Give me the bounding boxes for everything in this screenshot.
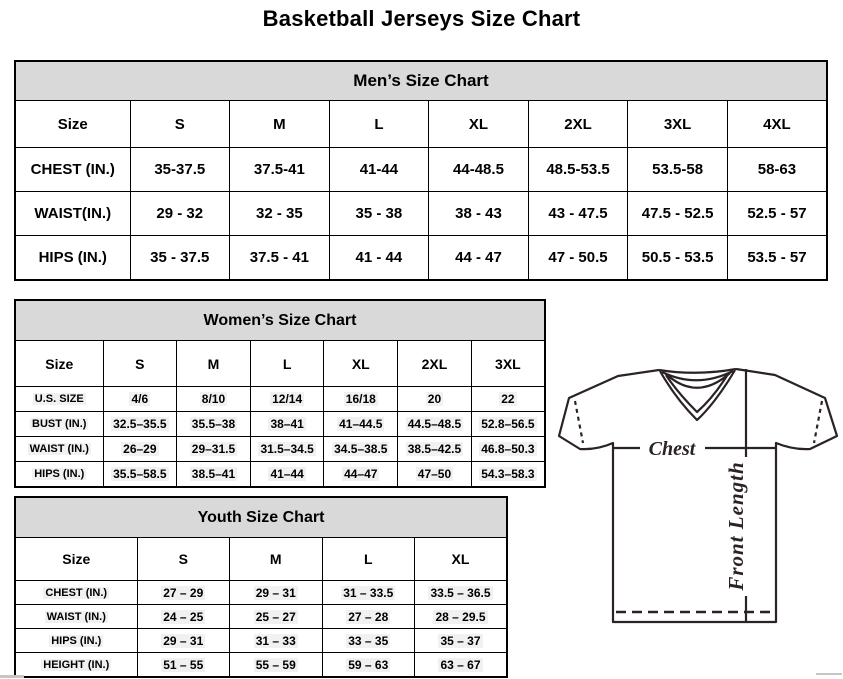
youth-header-row	[15, 538, 507, 581]
mens-size-table	[14, 60, 828, 281]
womens-cell	[324, 412, 398, 437]
cell-value: HIPS (IN.)	[51, 634, 102, 647]
mens-cell: 47 - 50.5	[528, 236, 628, 281]
jersey-measurement-diagram-icon	[556, 355, 841, 640]
mens-column-header: 4XL	[727, 101, 827, 148]
youth-table-title: Youth Size Chart	[15, 497, 507, 538]
mens-cell: 48.5-53.5	[528, 148, 628, 192]
front-length-label: Front Length	[724, 461, 748, 591]
cell-value: 59 – 63	[348, 657, 389, 672]
cell-value: 35.5–58.5	[113, 467, 167, 481]
mens-header-row	[15, 101, 827, 148]
youth-cell	[322, 629, 415, 653]
mens-column-header: S	[130, 101, 230, 148]
womens-column-header: 3XL	[471, 341, 545, 387]
womens-table-title: Women’s Size Chart	[15, 300, 545, 341]
cell-value: 16/18	[345, 392, 376, 406]
cell-value: WAIST (IN.)	[29, 443, 89, 455]
mens-title-row	[15, 61, 827, 101]
youth-data-row	[15, 581, 507, 605]
cell-value: 35 – 37	[440, 633, 481, 648]
cell-value: 44–47	[344, 467, 378, 481]
mens-data-row	[15, 192, 827, 236]
mens-data-row	[15, 236, 827, 281]
youth-cell	[137, 653, 230, 678]
mens-data-row	[15, 148, 827, 192]
womens-cell	[471, 412, 545, 437]
youth-data-row	[15, 605, 507, 629]
youth-row-label	[15, 629, 137, 653]
youth-cell	[230, 581, 323, 605]
cell-value: 20	[427, 392, 442, 406]
cell-value: 38.5–42.5	[407, 442, 462, 456]
cell-value: 41–44.5	[339, 417, 383, 431]
cell-value: CHEST (IN.)	[45, 586, 108, 599]
youth-column-header: L	[322, 538, 415, 581]
chest-label: Chest	[648, 438, 696, 460]
womens-table	[14, 299, 546, 488]
youth-column-header: S	[137, 538, 230, 581]
cell-value: 22	[501, 392, 515, 406]
youth-column-header: M	[230, 538, 323, 581]
cell-value: 27 – 29	[163, 585, 204, 600]
womens-column-header: Size	[15, 341, 103, 387]
cell-value: 29 – 31	[255, 585, 296, 600]
mens-cell: 32 - 35	[230, 192, 330, 236]
right-cuff-dashed-seam	[814, 401, 822, 443]
mens-column-header: 2XL	[528, 101, 628, 148]
mens-column-header: L	[329, 101, 429, 148]
womens-cell	[324, 437, 398, 462]
womens-column-header: L	[250, 341, 324, 387]
cell-value: 46.8–50.3	[481, 442, 535, 456]
youth-cell	[415, 653, 508, 678]
cell-value: 63 – 67	[440, 657, 481, 672]
cell-value: 24 – 25	[163, 609, 204, 624]
womens-header-row	[15, 341, 545, 387]
cell-value: WAIST (IN.)	[46, 610, 106, 623]
cell-value: 34.5–38.5	[334, 442, 388, 456]
mens-row-label: WAIST(IN.)	[15, 192, 130, 236]
youth-cell	[415, 605, 508, 629]
cell-value: 33 – 35	[348, 633, 389, 648]
cell-value: HEIGHT (IN.)	[43, 658, 110, 671]
womens-cell	[398, 412, 472, 437]
mens-cell: 41-44	[329, 148, 429, 192]
youth-column-header: XL	[415, 538, 508, 581]
womens-cell	[177, 462, 251, 488]
womens-column-header: 2XL	[398, 341, 472, 387]
mens-column-header: XL	[429, 101, 529, 148]
youth-cell	[137, 629, 230, 653]
cell-value: U.S. SIZE	[34, 393, 84, 405]
womens-cell	[250, 412, 324, 437]
womens-cell	[250, 437, 324, 462]
mens-cell: 41 - 44	[329, 236, 429, 281]
womens-column-header: S	[103, 341, 177, 387]
womens-cell	[324, 387, 398, 412]
cell-value: 25 – 27	[255, 609, 296, 624]
womens-data-row	[15, 437, 545, 462]
mens-cell: 58-63	[727, 148, 827, 192]
womens-cell	[177, 437, 251, 462]
youth-cell	[230, 605, 323, 629]
mens-column-header: M	[230, 101, 330, 148]
womens-data-row	[15, 387, 545, 412]
mens-row-label: CHEST (IN.)	[15, 148, 130, 192]
cell-value: 4/6	[131, 392, 149, 406]
youth-table	[14, 496, 508, 678]
womens-size-table	[14, 299, 546, 488]
bottom-left-scrollbar-fragment	[0, 675, 24, 678]
womens-cell	[103, 437, 177, 462]
cell-value: 8/10	[201, 392, 226, 406]
womens-column-header: M	[177, 341, 251, 387]
womens-row-label	[15, 437, 103, 462]
cell-value: HIPS (IN.)	[34, 468, 85, 480]
cell-value: 27 – 28	[348, 609, 389, 624]
mens-cell: 38 - 43	[429, 192, 529, 236]
cell-value: 51 – 55	[163, 657, 204, 672]
cell-value: 32.5–35.5	[113, 417, 167, 431]
mens-cell: 37.5-41	[230, 148, 330, 192]
mens-cell: 53.5-58	[628, 148, 728, 192]
youth-row-label	[15, 581, 137, 605]
youth-row-label	[15, 653, 137, 678]
cell-value: 35.5–38	[191, 417, 236, 431]
cell-value: 38.5–41	[191, 467, 236, 481]
youth-title-row	[15, 497, 507, 538]
cell-value: 31 – 33.5	[343, 585, 394, 600]
mens-cell: 52.5 - 57	[727, 192, 827, 236]
youth-size-table	[14, 496, 508, 678]
youth-cell	[415, 629, 508, 653]
mens-cell: 35-37.5	[130, 148, 230, 192]
mens-cell: 35 - 37.5	[130, 236, 230, 281]
youth-cell	[137, 605, 230, 629]
bottom-right-scrollbar-fragment	[816, 673, 842, 675]
mens-cell: 50.5 - 53.5	[628, 236, 728, 281]
cell-value: 41–44	[270, 467, 304, 481]
cell-value: 44.5–48.5	[407, 417, 462, 431]
womens-cell	[103, 387, 177, 412]
youth-cell	[322, 653, 415, 678]
youth-cell	[137, 581, 230, 605]
youth-cell	[322, 581, 415, 605]
cell-value: 28 – 29.5	[435, 609, 486, 624]
mens-column-header: 3XL	[628, 101, 728, 148]
youth-row-label	[15, 605, 137, 629]
cell-value: 29–31.5	[191, 442, 236, 456]
youth-column-header: Size	[15, 538, 137, 581]
womens-cell	[398, 437, 472, 462]
womens-cell	[250, 462, 324, 488]
cell-value: 38–41	[270, 417, 304, 431]
cell-value: 47–50	[417, 467, 452, 481]
cell-value: 29 – 31	[163, 633, 204, 648]
mens-table-title: Men’s Size Chart	[15, 61, 827, 101]
youth-cell	[230, 629, 323, 653]
womens-cell	[103, 412, 177, 437]
womens-cell	[471, 387, 545, 412]
cell-value: 31.5–34.5	[260, 442, 314, 456]
mens-cell: 29 - 32	[130, 192, 230, 236]
cell-value: 55 – 59	[255, 657, 296, 672]
womens-row-label	[15, 462, 103, 488]
mens-table	[14, 60, 828, 281]
womens-cell	[398, 387, 472, 412]
youth-cell	[415, 581, 508, 605]
womens-cell	[103, 462, 177, 488]
mens-cell: 37.5 - 41	[230, 236, 330, 281]
womens-cell	[177, 387, 251, 412]
mens-column-header: Size	[15, 101, 130, 148]
left-cuff-dashed-seam	[575, 401, 583, 443]
youth-data-row	[15, 629, 507, 653]
womens-cell	[471, 437, 545, 462]
womens-title-row	[15, 300, 545, 341]
jersey-outline	[559, 369, 837, 622]
cell-value: 31 – 33	[255, 633, 296, 648]
womens-row-label	[15, 412, 103, 437]
womens-row-label	[15, 387, 103, 412]
mens-row-label: HIPS (IN.)	[15, 236, 130, 281]
page-title: Basketball Jerseys Size Chart	[262, 6, 581, 31]
cell-value: 52.8–56.5	[481, 417, 535, 431]
womens-cell	[398, 462, 472, 488]
womens-cell	[324, 462, 398, 488]
mens-cell: 44-48.5	[429, 148, 529, 192]
womens-data-row	[15, 412, 545, 437]
womens-cell	[471, 462, 545, 488]
womens-cell	[177, 412, 251, 437]
womens-column-header: XL	[324, 341, 398, 387]
collar-top-edge	[659, 369, 736, 373]
cell-value: 26–29	[123, 442, 157, 456]
mens-cell: 47.5 - 52.5	[628, 192, 728, 236]
cell-value: 12/14	[272, 392, 303, 406]
womens-data-row	[15, 462, 545, 488]
youth-cell	[230, 653, 323, 678]
mens-cell: 43 - 47.5	[528, 192, 628, 236]
womens-cell	[250, 387, 324, 412]
cell-value: 54.3–58.3	[481, 467, 535, 481]
youth-data-row	[15, 653, 507, 678]
youth-cell	[322, 605, 415, 629]
mens-cell: 53.5 - 57	[727, 236, 827, 281]
cell-value: BUST (IN.)	[32, 418, 87, 430]
mens-cell: 35 - 38	[329, 192, 429, 236]
cell-value: 33.5 – 36.5	[430, 585, 491, 600]
mens-cell: 44 - 47	[429, 236, 529, 281]
